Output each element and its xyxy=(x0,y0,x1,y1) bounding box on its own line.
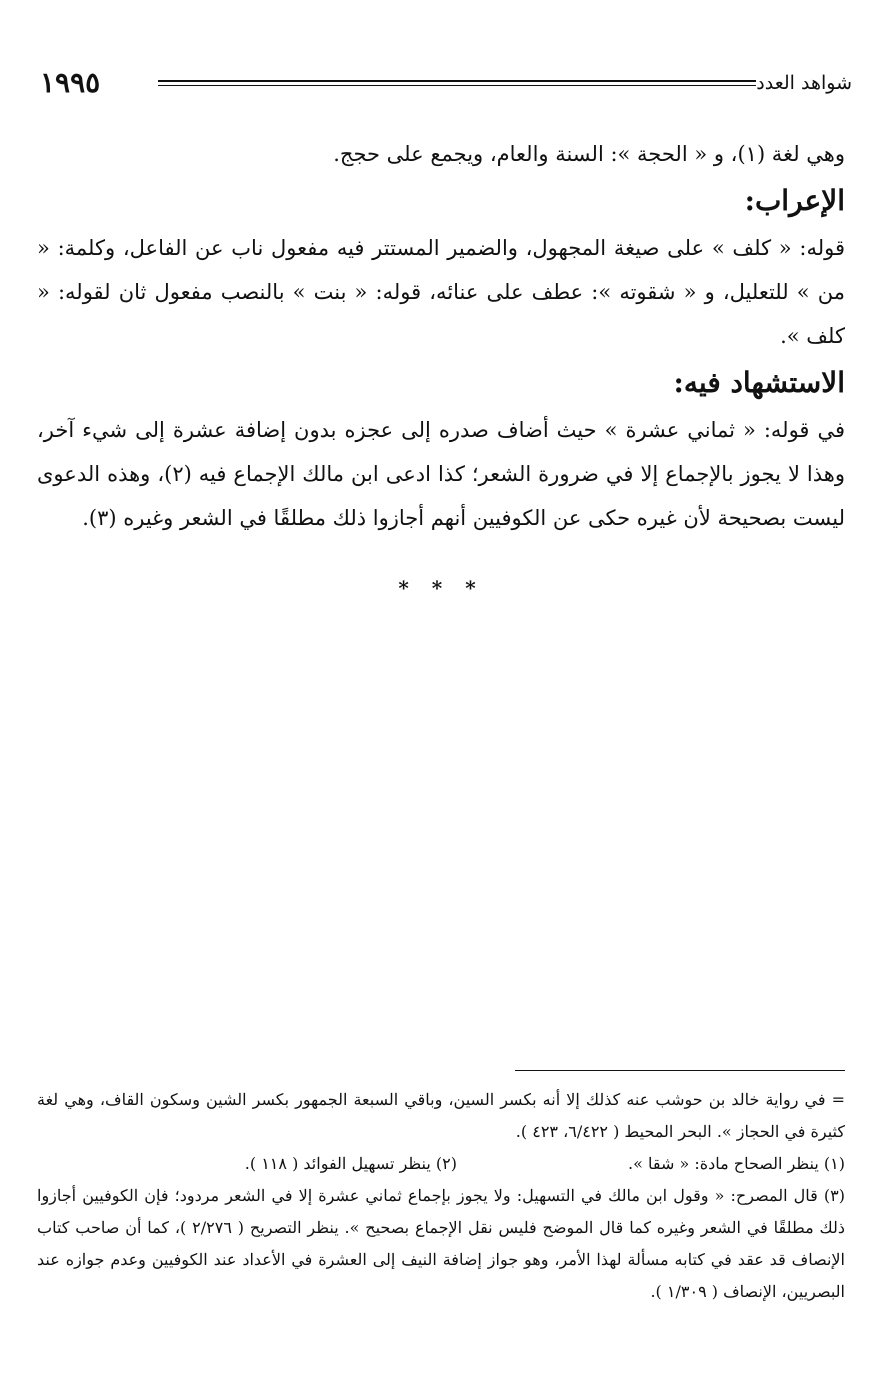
footnote-3: (٣) قال المصرح: « وقول ابن مالك في التسهيل: ولا يجوز بإجماع ثماني عشرة إلا في الشعر مردود؛ فإن الكوفيين أجازوا ذلك مطلقًا في الشعر وغيره كما قال الموضح فليس نقل الإجماع بصحيح ». ينظر التصريح ( ٢/٢٧٦ )، كما أن صاحب كتاب الإنصاف قد عقد في كتابه مسألة لهذا الأمر، وهو جواز إضافة النيف إلى العشرة في الأعداد عند الكوفيين وعدم جوازه عند البصريين، الإنصاف ( ١/٣٠٩ ). xyxy=(37,1186,846,1301)
footnote-continuation: = في رواية خالد بن حوشب عنه كذلك إلا أنه بكسر السين، وباقي السبعة الجمهور بكسر الشين وسكون القاف، وهي لغة كثيرة في الحجاز ». البحر المحيط ( ٦/٤٢٢، ٤٢٣ ). xyxy=(37,1090,845,1141)
footnote-row xyxy=(37,1148,845,1180)
footnotes xyxy=(37,1084,845,1308)
page-number: ١٩٩٥ xyxy=(40,66,101,99)
paragraph-istishhad: في قوله: « ثماني عشرة » حيث أضاف صدره إلى عجزه بدون إضافة عشرة إلى شيء آخر، وهذا لا يجوز بالإجماع إلا في ضرورة الشعر؛ كذا ادعى ابن مالك الإجماع فيه (٢)، وهذه الدعوى ليست بصحيحة لأن غيره حكى عن الكوفيين أنهم أجازوا ذلك مطلقًا في الشعر وغيره (٣). xyxy=(37,418,845,530)
paragraph-intro: وهي لغة (١)، و « الحجة »: السنة والعام، ويجمع على حجج. xyxy=(333,142,845,166)
header-rule-thin xyxy=(158,85,756,86)
footnote-2: (٢) ينظر تسهيل الفوائد ( ١١٨ ). xyxy=(244,1154,457,1173)
section-separator: * * * xyxy=(398,576,484,600)
heading-istishhad: الاستشهاد فيه: xyxy=(673,366,845,399)
paragraph-irab: قوله: « كلف » على صيغة المجهول، والضمير المستتر فيه مفعول ناب عن الفاعل، وكلمة: « من » للتعليل، و « شقوته »: عطف على عنائه، قوله: « بنت » بالنصب مفعول ثان لقوله: « كلف ». xyxy=(37,236,845,348)
page-header xyxy=(40,66,852,102)
main-text xyxy=(37,132,845,610)
header-rule xyxy=(158,80,756,82)
footnote-rule xyxy=(515,1070,845,1071)
heading-irab: الإعراب: xyxy=(744,184,845,217)
footnote-1: (١) ينظر الصحاح مادة: « شقا ». xyxy=(628,1154,845,1173)
running-title: شواهد العدد xyxy=(756,72,852,94)
